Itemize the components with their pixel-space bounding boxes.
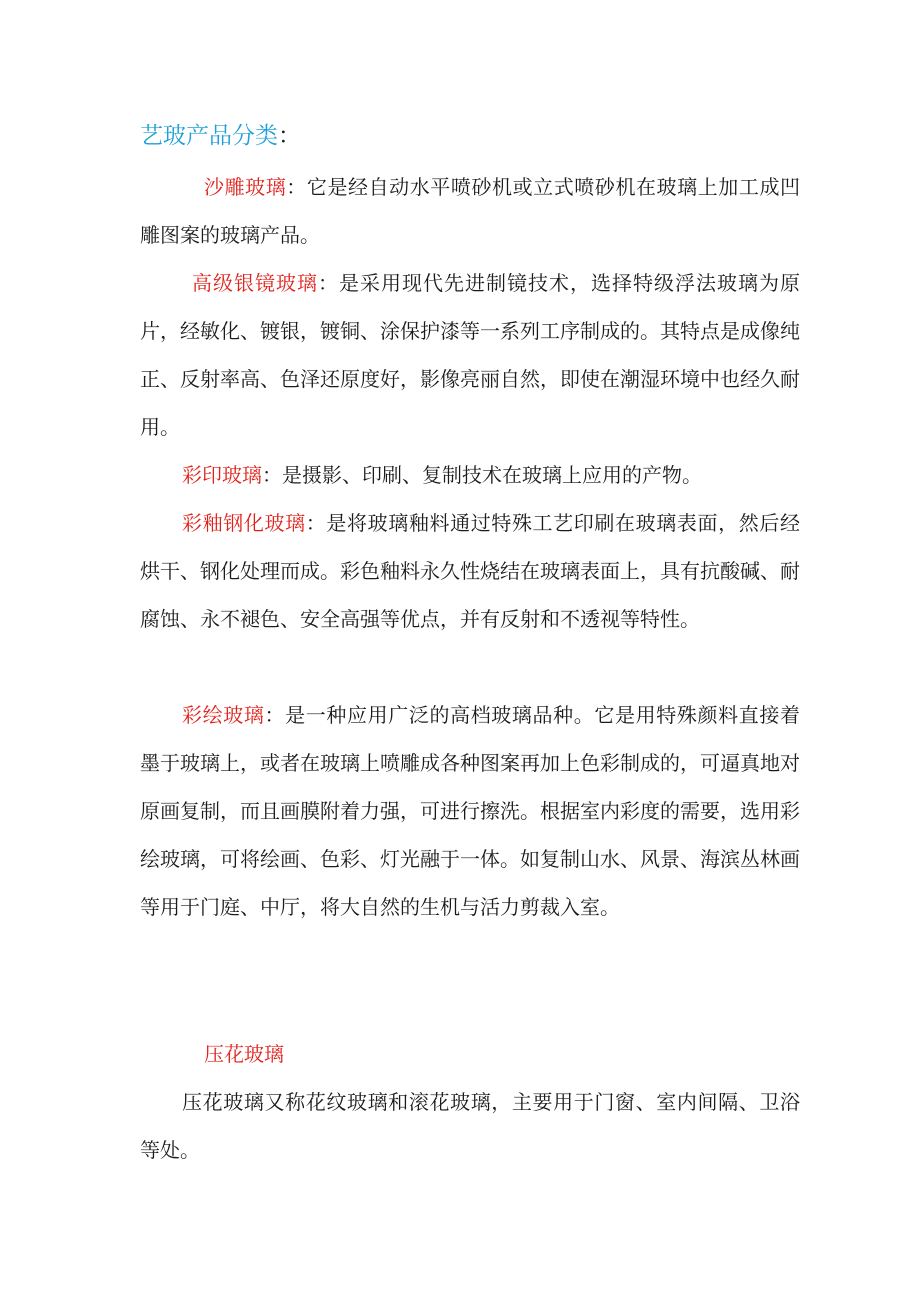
paragraph-body: ：它是经自动水平喷砂机或立式喷砂机在玻璃上加工成凹雕图案的玻璃产品。 <box>140 175 801 247</box>
term-sand-carved-glass: 沙雕玻璃 <box>204 175 287 199</box>
paragraph-color-printed-glass <box>140 451 800 499</box>
term-painted-glass: 彩绘玻璃 <box>182 703 265 727</box>
term-glazed-tempered-glass: 彩釉钢化玻璃 <box>182 511 306 535</box>
section-heading <box>140 118 301 154</box>
heading-text: 艺玻产品分类 <box>140 123 278 149</box>
term-silver-mirror-glass: 高级银镜玻璃 <box>192 271 318 295</box>
paragraph-glazed-tempered-glass <box>140 499 800 643</box>
paragraph-body: ：是将玻璃釉料通过特殊工艺印刷在玻璃表面，然后经烘干、钢化处理而成。彩色釉料永久性烧结在玻璃表面上，具有抗酸碱、耐腐蚀、永不褪色、安全高强等优点，并有反射和不透视等特性。 <box>140 511 801 631</box>
pressed-glass-heading: 压花玻璃 <box>204 1042 284 1066</box>
paragraph-body: ：是摄影、印刷、复制技术在玻璃上应用的产物。 <box>262 463 702 487</box>
paragraph-painted-glass <box>140 691 800 931</box>
paragraph-body: ：是采用现代先进制镜技术，选择特级浮法玻璃为原片，经敏化、镀银，镀铜、涂保护漆等一系列工序制成的。其特点是成像纯正、反射率高、色泽还原度好，影像亮丽自然，即使在潮湿环境中也经久耐用。 <box>140 271 800 439</box>
paragraph-silver-mirror-glass <box>140 259 800 451</box>
paragraph-pressed-glass: 压花玻璃又称花纹玻璃和滚花玻璃，主要用于门窗、室内间隔、卫浴等处。 <box>140 1090 800 1162</box>
heading-colon: ： <box>278 123 301 149</box>
paragraph-body: ：是一种应用广泛的高档玻璃品种。它是用特殊颜料直接着墨于玻璃上，或者在玻璃上喷雕成各种图案再加上色彩制成的，可逼真地对原画复制，而且画膜附着力强，可进行擦洗。根据室内彩度的需要，选用彩绘玻璃，可将绘画、色彩、灯光融于一体。如复制山水、风景、海滨丛林画等用于门庭、中厅，将大自然的生机与活力剪裁入室。 <box>140 703 801 919</box>
term-color-printed-glass: 彩印玻璃 <box>182 463 262 487</box>
paragraph-sand-carved-glass <box>140 163 800 259</box>
